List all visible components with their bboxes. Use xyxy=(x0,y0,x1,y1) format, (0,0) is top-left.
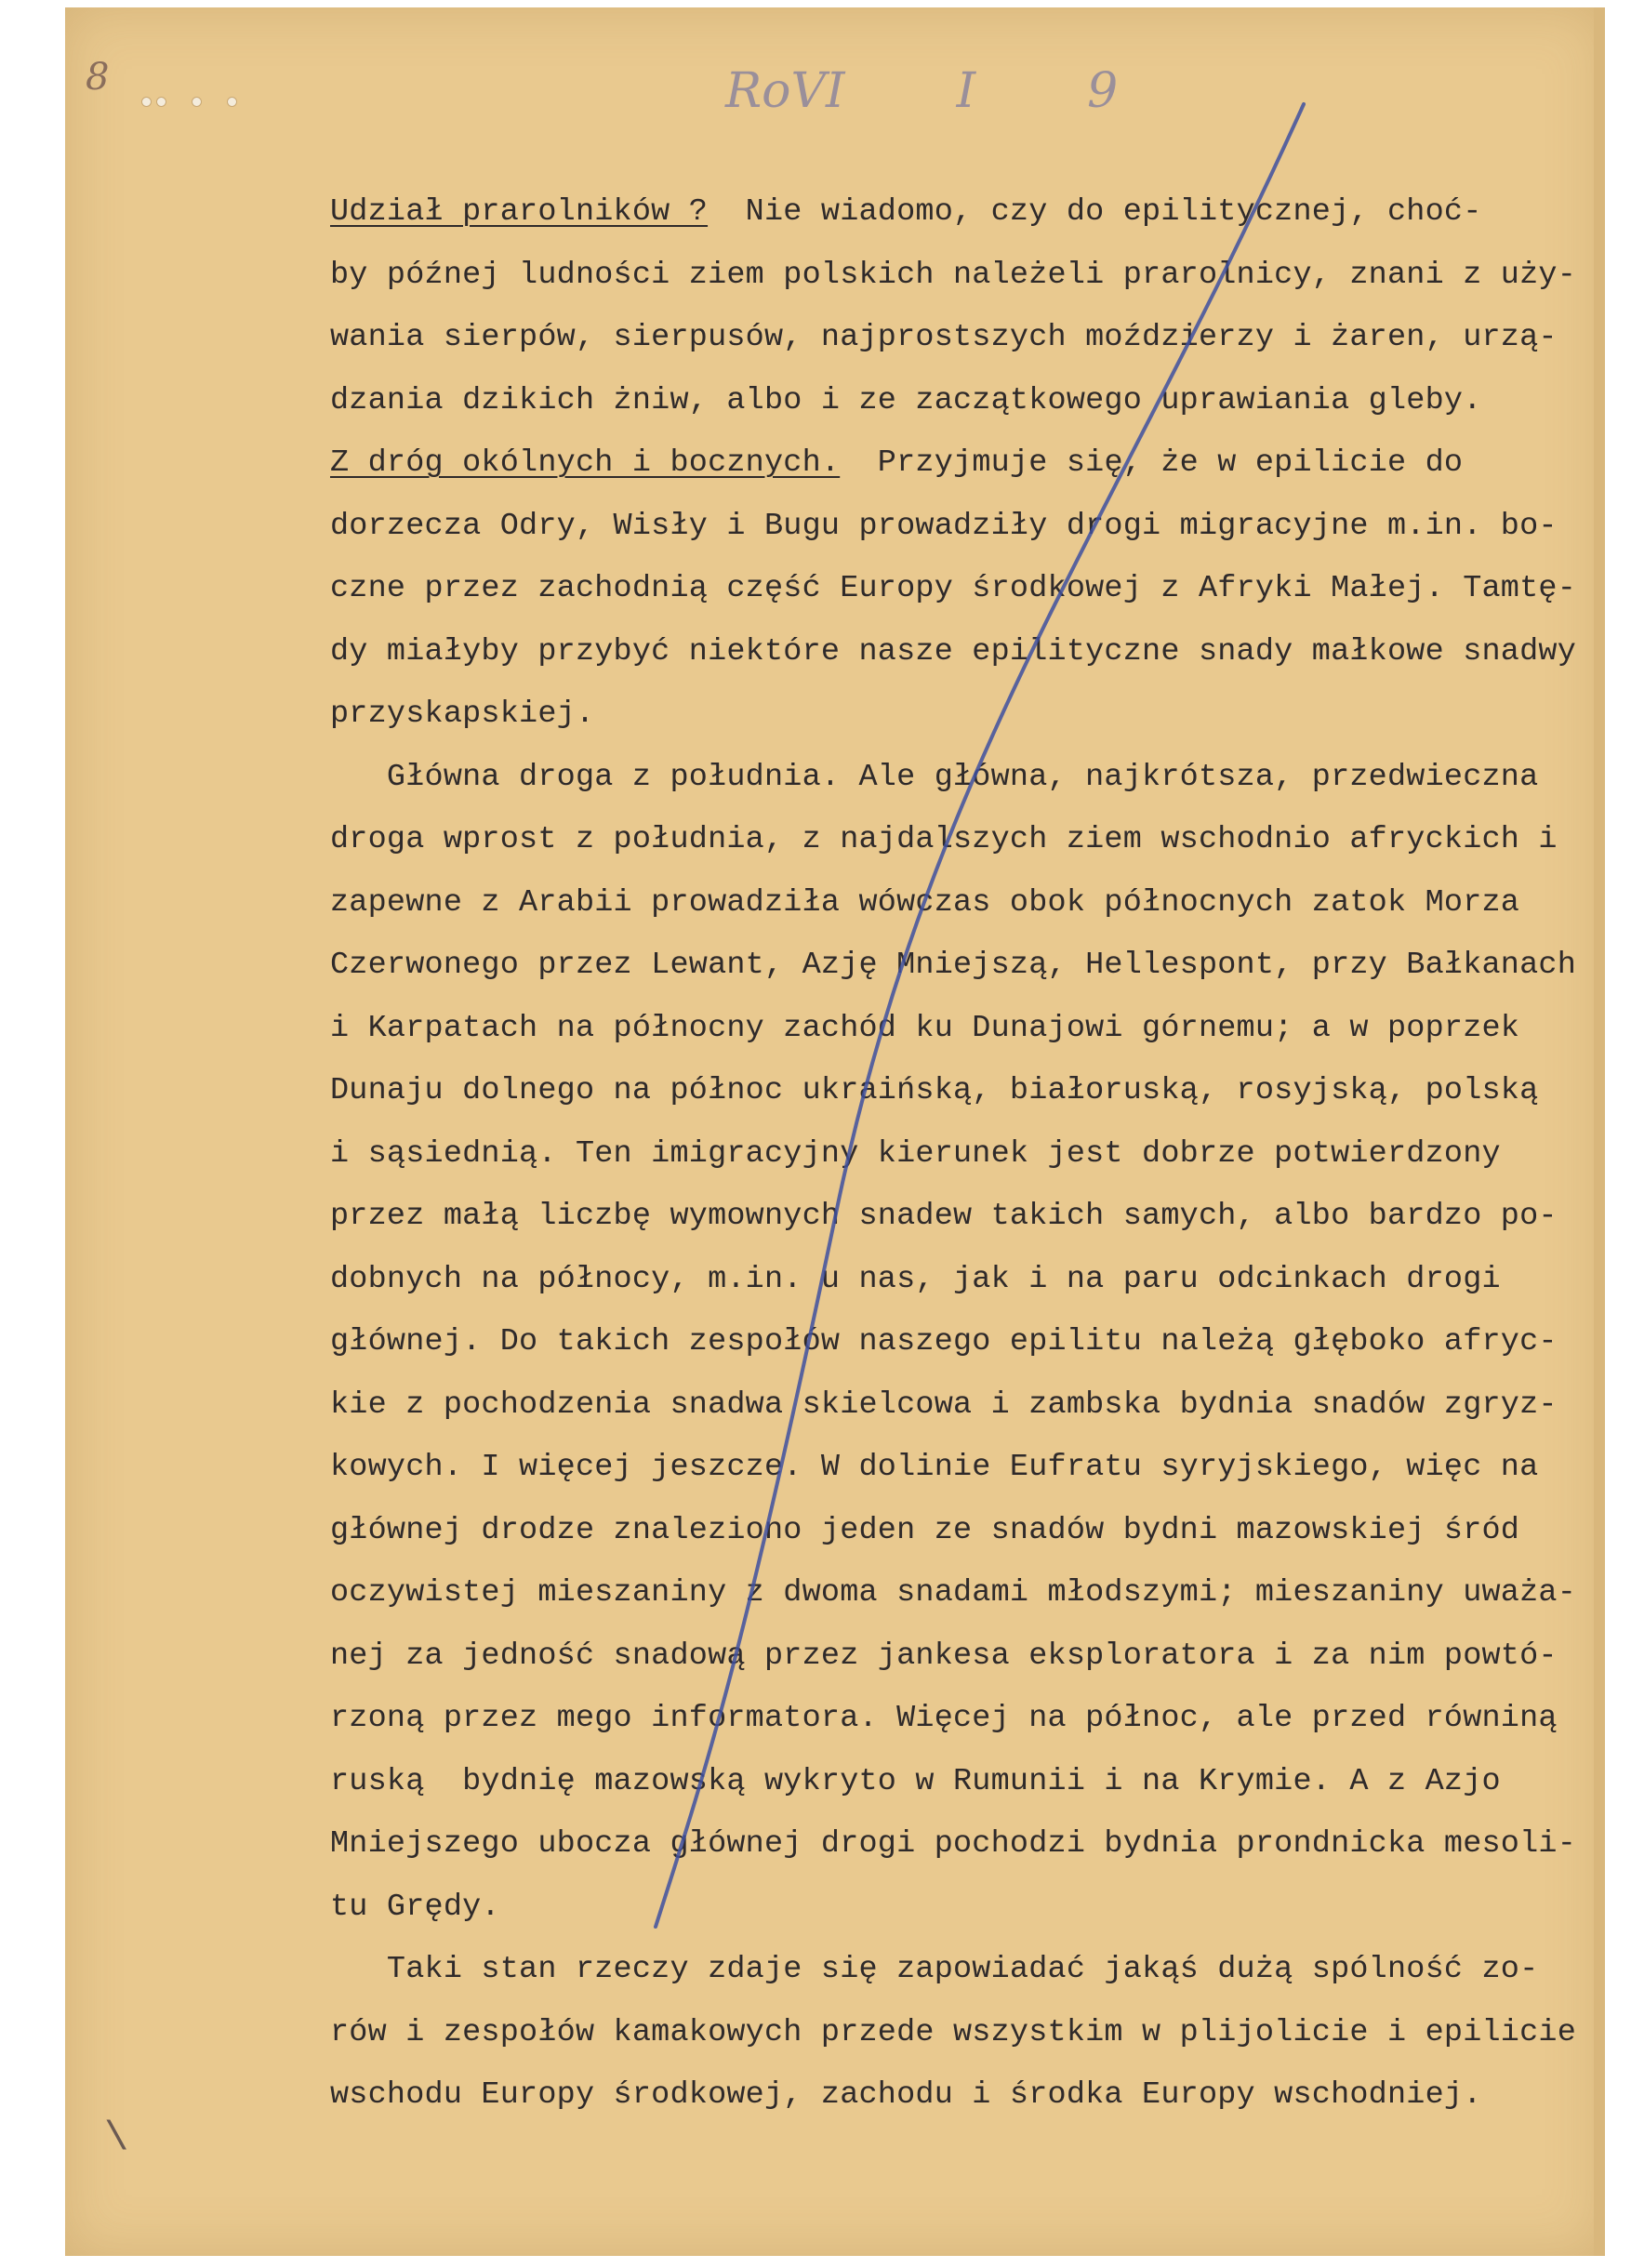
text-line: Czerwonego przez Lewant, Azję Mniejszą, Hellespont, przy Bałkanach xyxy=(330,948,1577,983)
signature-part: I xyxy=(956,63,976,119)
signature-part: 9 xyxy=(1087,63,1119,119)
punch-hole xyxy=(141,97,152,107)
text-line: by późnej ludności ziem polskich należeli prarolnicy, znani z uży- xyxy=(330,257,1577,293)
text-line: Główna droga z południa. Ale główna, najkrótsza, przedwieczna xyxy=(330,759,1539,795)
text-line: droga wprost z południa, z najdalszych ziem wschodnio afryckich i xyxy=(330,822,1558,857)
text-line: kowych. I więcej jeszcze. W dolinie Eufratu syryjskiego, więc na xyxy=(330,1450,1539,1485)
text-line: oczywistej mieszaniny z dwoma snadami młodszymi; mieszaniny uważa- xyxy=(330,1575,1577,1611)
text-line: ruską bydnię mazowską wykryto w Rumunii i na Krymie. A z Azjo xyxy=(330,1763,1501,1799)
signature-part: RoVI xyxy=(725,63,845,119)
typed-text xyxy=(330,181,1597,2128)
text-line: kie z pochodzenia snadwa skielcowa i zambska bydnia snadów zgryz- xyxy=(330,1386,1558,1423)
text-line: Taki stan rzeczy zdaje się zapowiadać jakąś dużą spólność zo- xyxy=(330,1952,1539,1987)
text-line: rów i zespołów kamakowych przede wszystkim w plijolicie i epilicie xyxy=(330,2014,1577,2050)
text-line: dorzecza Odry, Wisły i Bugu prowadziły drogi migracyjne m.in. bo- xyxy=(330,508,1558,544)
text-line: zapewne z Arabii prowadziła wówczas obok północnych zatok Morza xyxy=(330,884,1520,921)
text-line: wschodu Europy środkowej, zachodu i środka Europy wschodniej. xyxy=(330,2077,1482,2113)
bottom-mark: \ xyxy=(104,2115,129,2162)
underlined-heading: Z dróg okólnych i bocznych. xyxy=(330,445,841,481)
line-text: Nie wiadomo, czy do epilitycznej, choć- xyxy=(708,194,1482,230)
text-line: głównej drodze znaleziono jeden ze snadów bydni mazowskiej śród xyxy=(330,1512,1520,1548)
punch-hole xyxy=(156,97,166,107)
corner-number: 8 xyxy=(86,56,110,99)
text-line: Mniejszego ubocza głównej drogi pochodzi bydnia prondnicka mesoli- xyxy=(330,1826,1577,1862)
underlined-heading: Udział prarolników ? xyxy=(330,194,709,230)
text-line: i sąsiednią. Ten imigracyjny kierunek jest dobrze potwierdzony xyxy=(330,1135,1501,1172)
text-line: przyskapskiej. xyxy=(330,696,595,732)
text-line: wania sierpów, sierpusów, najprostszych moździerzy i żaren, urzą- xyxy=(330,320,1558,355)
line-text: Przyjmuje się, że w epilicie do xyxy=(840,445,1464,481)
text-line: rzoną przez mego informatora. Więcej na północ, ale przed równiną xyxy=(330,1701,1558,1736)
archive-signature xyxy=(725,63,1302,128)
text-line: i Karpatach na północny zachód ku Dunajowi górnemu; a w poprzek xyxy=(330,1010,1520,1046)
text-line: głównej. Do takich zespołów naszego epilitu należą głęboko afryc- xyxy=(330,1324,1558,1359)
text-line xyxy=(330,432,1597,496)
text-line: dy miałyby przybyć niektóre nasze epilityczne snady małkowe snadwy xyxy=(330,633,1577,670)
punch-hole xyxy=(227,97,237,107)
text-line: Dunaju dolnego na północ ukraińską, białoruską, rosyjską, polską xyxy=(330,1073,1539,1108)
punch-hole xyxy=(192,97,202,107)
text-line: dzania dzikich żniw, albo i ze zaczątkowego uprawiania gleby. xyxy=(330,382,1482,418)
text-line: nej za jedność snadową przez jankesa eksploratora i za nim powtó- xyxy=(330,1638,1558,1674)
text-line xyxy=(330,181,1597,245)
text-line: tu Grędy. xyxy=(330,1889,500,1925)
text-line: dobnych na północy, m.in. u nas, jak i na paru odcinkach drogi xyxy=(330,1261,1501,1297)
text-line: przez małą liczbę wymownych snadew takich samych, albo bardzo po- xyxy=(330,1199,1558,1234)
text-line: czne przez zachodnią część Europy środkowej z Afryki Małej. Tamtę- xyxy=(330,571,1577,606)
